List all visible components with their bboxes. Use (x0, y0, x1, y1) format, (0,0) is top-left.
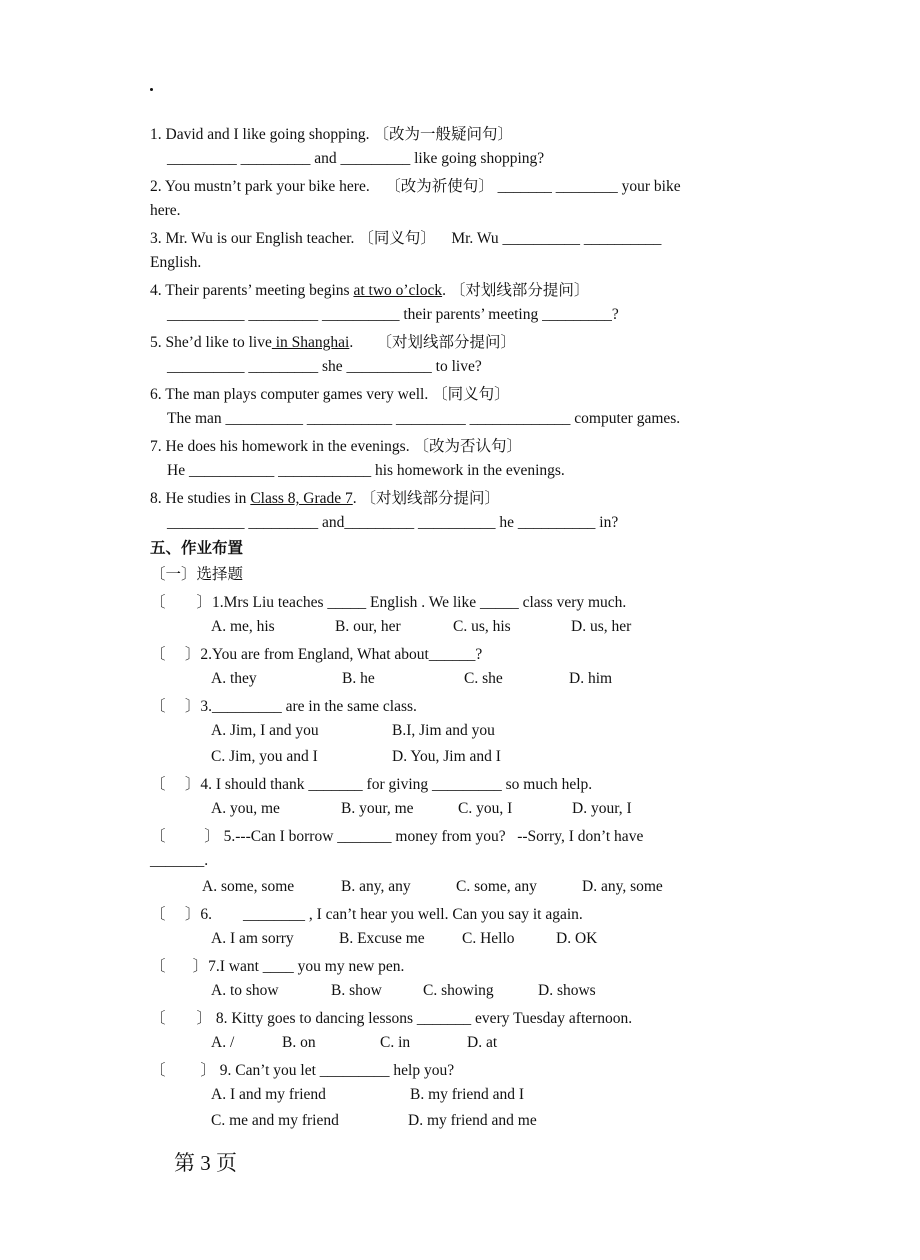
option-c: C. me and my friend (211, 1112, 339, 1129)
exercise-3-line2: English. (150, 254, 202, 271)
question-6-stem: 〔 〕6. ________ , I can’t hear you well. Can you say it again. (150, 906, 583, 923)
page-number: 第 3 页 (174, 1151, 237, 1175)
option-b: B.I, Jim and you (392, 722, 495, 739)
exercise-2-line2: here. (150, 202, 181, 219)
option-d: D. us, her (571, 618, 632, 635)
bullet-dot (150, 88, 153, 91)
option-b: B. he (342, 670, 375, 687)
option-a: A. I am sorry (211, 930, 294, 947)
exercise-8-line1: 8. He studies in Class 8, Grade 7. 〔对划线部分提问〕 (150, 490, 501, 507)
option-a: A. you, me (211, 800, 280, 817)
exercise-4-line1: 4. Their parents’ meeting begins at two o’clock. 〔对划线部分提问〕 (150, 282, 590, 299)
exercise-2-line1: 2. You mustn’t park your bike here. 〔改为祈使句〕 _______ ________ your bike (150, 178, 681, 195)
option-c: C. some, any (456, 878, 537, 895)
option-a: A. Jim, I and you (211, 722, 319, 739)
option-b: B. your, me (341, 800, 414, 817)
option-a: A. / (211, 1034, 235, 1051)
question-3-stem: 〔 〕3._________ are in the same class. (150, 698, 417, 715)
question-7-stem: 〔 〕7.I want ____ you my new pen. (150, 958, 405, 975)
exercise-3-line1: 3. Mr. Wu is our English teacher. 〔同义句〕 Mr. Wu __________ __________ (150, 230, 662, 247)
subsection-title: 〔一〕选择题 (150, 566, 244, 583)
option-d: D. You, Jim and I (392, 748, 501, 765)
option-c: C. she (464, 670, 503, 687)
option-b: B. our, her (335, 618, 401, 635)
option-a: A. me, his (211, 618, 275, 635)
exercise-6-line1: 6. The man plays computer games very well. 〔同义句〕 (150, 386, 510, 403)
option-b: B. Excuse me (339, 930, 425, 947)
option-c: C. in (380, 1034, 411, 1051)
option-a: A. I and my friend (211, 1086, 326, 1103)
option-c: C. Jim, you and I (211, 748, 318, 765)
option-b: B. any, any (341, 878, 411, 895)
option-c: C. us, his (453, 618, 511, 635)
question-5-stem: 〔 〕 5.---Can I borrow _______ money from you? --Sorry, I don’t have (150, 828, 644, 845)
exercise-7-line2: He ___________ ____________ his homework in the evenings. (167, 462, 565, 479)
underlined-phrase: in Shanghai (271, 334, 350, 351)
question-9-stem: 〔 〕 9. Can’t you let _________ help you? (150, 1062, 455, 1079)
exercise-4-line2: __________ _________ __________ their parents’ meeting _________? (167, 306, 619, 323)
exercise-8-line2: __________ _________ and_________ __________ he __________ in? (167, 514, 619, 531)
option-d: D. your, I (572, 800, 632, 817)
section-title: 五、作业布置 (150, 540, 244, 557)
exercise-5-line2: __________ _________ she ___________ to live? (167, 358, 482, 375)
option-a: A. they (211, 670, 257, 687)
underlined-phrase: Class 8, Grade 7 (250, 490, 353, 507)
option-d: D. any, some (582, 878, 663, 895)
option-a: A. some, some (202, 878, 295, 895)
exercise-6-line2: The man __________ ___________ _________ _____________ computer games. (167, 410, 681, 427)
option-d: D. at (467, 1034, 498, 1051)
question-8-stem: 〔 〕 8. Kitty goes to dancing lessons _______ every Tuesday afternoon. (150, 1010, 633, 1027)
option-d: D. my friend and me (408, 1112, 537, 1129)
option-b: B. on (282, 1034, 316, 1051)
option-c: C. showing (423, 982, 494, 999)
exercise-7-line1: 7. He does his homework in the evenings. 〔改为否认句〕 (150, 438, 522, 455)
option-a: A. to show (211, 982, 279, 999)
exercise-5-line1: 5. She’d like to live in Shanghai. 〔对划线部分提问〕 (150, 334, 516, 351)
option-c: C. you, I (458, 800, 513, 817)
exercise-1-line1: 1. David and I like going shopping. 〔改为一般疑问句〕 (150, 126, 513, 143)
question-5-stem-cont: _______. (150, 852, 209, 869)
underlined-phrase: at two o’clock (353, 282, 443, 299)
question-2-stem: 〔 〕2.You are from England, What about______? (150, 646, 483, 663)
option-b: B. show (331, 982, 382, 999)
option-c: C. Hello (462, 930, 515, 947)
question-4-stem: 〔 〕4. I should thank _______ for giving _________ so much help. (150, 776, 593, 793)
exercise-1-line2: _________ _________ and _________ like going shopping? (167, 150, 545, 167)
option-d: D. shows (538, 982, 596, 999)
option-d: D. OK (556, 930, 598, 947)
option-d: D. him (569, 670, 613, 687)
question-1-stem: 〔 〕1.Mrs Liu teaches _____ English . We like _____ class very much. (150, 594, 627, 611)
option-b: B. my friend and I (410, 1086, 525, 1103)
